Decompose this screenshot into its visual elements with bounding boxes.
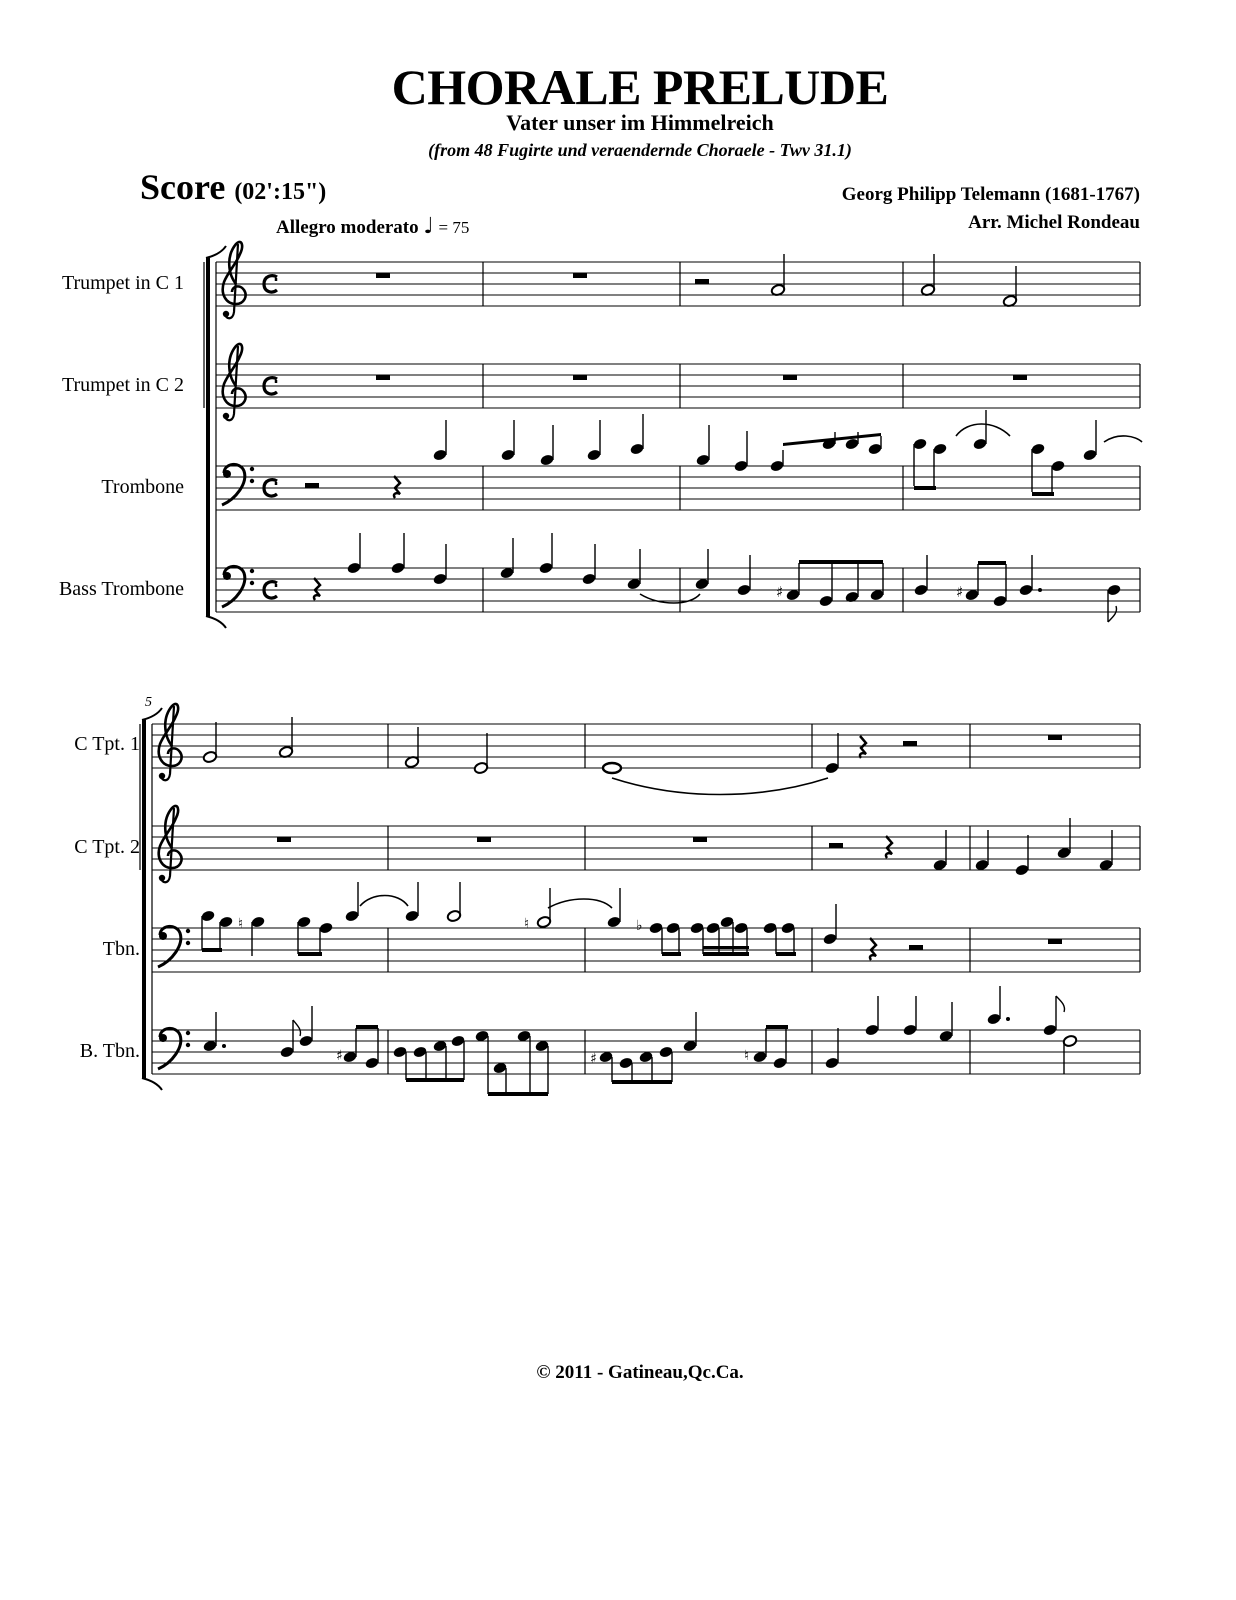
arranger: Arr. Michel Rondeau [968,212,1140,233]
quarter-note-icon: ♩ [423,214,434,239]
system-1 [204,242,1142,628]
svg-text:♮: ♮ [744,1048,750,1064]
treble-clef-icon [159,704,182,780]
staff-bass-trombone-sys2 [152,1030,1140,1074]
svg-text:♭: ♭ [636,918,643,934]
svg-text:♯: ♯ [336,1048,343,1064]
measure-number: 5 [145,695,152,710]
trumpet-1-notes-sys2 [202,717,1062,795]
svg-text:♯: ♯ [776,583,784,601]
copyright: © 2011 - Gatineau,Qc.Ca. [536,1362,744,1383]
trumpet-2-notes-sys2 [277,818,1114,877]
system-2 [140,695,1140,1096]
staff-trombone [216,466,1140,510]
bass-trombone-notes [314,533,1122,622]
staff-trumpet-2 [216,364,1140,408]
instrument-name-bass-trombone: Bass Trombone [58,578,184,600]
staff-trumpet-1 [216,262,1140,306]
svg-text:♮: ♮ [238,916,244,932]
score-label-text: Score [140,167,226,207]
instrument-name-trumpet-2: Trumpet in C 2 [61,374,184,396]
staff-bass-trombone [216,568,1140,612]
trumpet-2-notes [376,375,1027,380]
score-title: CHORALE PRELUDE [391,59,889,115]
svg-text:♯: ♯ [956,583,964,601]
treble-clef-icon [223,344,246,420]
svg-text:♮: ♮ [524,916,530,932]
trombone-notes [305,410,1142,498]
composer: Georg Philipp Telemann (1681-1767) [841,184,1140,205]
svg-text:♯: ♯ [590,1051,597,1067]
trombone-notes-sys2 [200,882,1062,960]
instrument-name-trumpet-1: Trumpet in C 1 [61,272,184,294]
instrument-abbr-trumpet-2: C Tpt. 2 [74,836,140,858]
barlines-system-1 [483,262,1140,612]
instrument-abbr-bass-trombone: B. Tbn. [79,1040,140,1062]
score-source: (from 48 Fugirte und veraendernde Choraele - Twv 31.1) [428,140,852,160]
instrument-name-trombone: Trombone [101,476,184,498]
staff-trumpet-1-sys2 [152,724,1140,768]
barlines-system-2 [388,724,1140,1074]
score-duration: (02':15") [234,179,327,205]
instrument-abbr-trumpet-1: C Tpt. 1 [74,733,140,755]
system-bracket-2 [140,708,162,1090]
tempo-value: = 75 [438,218,470,237]
treble-clef-icon [223,242,246,318]
tempo-text: Allegro moderato [276,217,419,238]
instrument-abbr-trombone: Tbn. [102,938,140,960]
system-bracket [204,246,226,628]
staff-trumpet-2-sys2 [152,826,1140,870]
treble-clef-icon [159,806,182,882]
staff-trombone-sys2 [152,928,1140,972]
score-subtitle: Vater unser im Himmelreich [506,110,774,135]
